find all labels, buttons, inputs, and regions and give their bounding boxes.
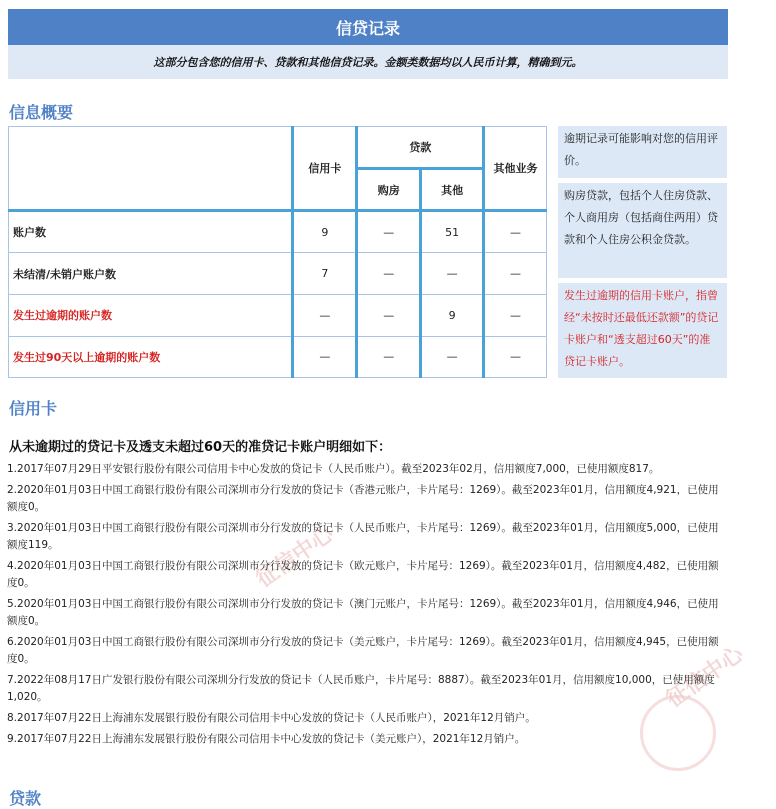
cell-housing: — xyxy=(357,294,421,336)
list-item: 8.2017年07月22日上海浦东发展银行股份有限公司信用卡中心发放的贷记卡（人民币账户），2021年12月销户。 xyxy=(7,712,536,724)
page-title: 信贷记录 xyxy=(8,9,728,45)
cell-credit-card: — xyxy=(293,336,357,377)
list-item: 2.2020年01月03日中国工商银行股份有限公司深圳市分行发放的贷记卡（香港元账户，卡片尾号：1269）。截至2023年01月，信用额度4,921，已使用额度0。 xyxy=(7,484,719,513)
note-overdue-definition: 发生过逾期的信用卡账户，指曾经“未按时还最低还款额”的贷记卡账户和“透支超过60天”的准贷记卡账户。 xyxy=(558,283,727,378)
credit-card-detail-heading: 从未逾期过的贷记卡及透支未超过60天的准贷记卡账户明细如下： xyxy=(9,440,392,455)
row-label: 未结清/未销户账户数 xyxy=(9,253,293,294)
watermark-text: 征信中心 xyxy=(661,641,749,713)
list-item: 1.2017年07月29日平安银行股份有限公司信用卡中心发放的贷记卡（人民币账户）。截至2023年02月，信用额度7,000，已使用额度817。 xyxy=(7,463,660,475)
watermark-text: 征信中心 xyxy=(251,521,339,593)
cell-credit-card: 9 xyxy=(293,211,357,253)
summary-table xyxy=(8,126,547,378)
list-item: 7.2022年08月17日广发银行股份有限公司深圳分行发放的贷记卡（人民币账户，卡片尾号：8887）。截至2023年01月，信用额度10,000，已使用额度1,020。 xyxy=(7,674,715,703)
cell-other-business: — xyxy=(484,294,547,336)
header-other: 其他 xyxy=(421,169,484,211)
list-item: 6.2020年01月03日中国工商银行股份有限公司深圳市分行发放的贷记卡（美元账户，卡片尾号：1269）。截至2023年01月，信用额度4,945，已使用额度0。 xyxy=(7,636,719,665)
header-credit-card: 信用卡 xyxy=(293,127,357,211)
cell-other: — xyxy=(421,336,484,377)
list-item: 4.2020年01月03日中国工商银行股份有限公司深圳市分行发放的贷记卡（欧元账户，卡片尾号：1269）。截至2023年01月，信用额度4,482，已使用额度0。 xyxy=(7,560,719,589)
header-housing: 购房 xyxy=(357,169,421,211)
header-other-business: 其他业务 xyxy=(484,127,547,211)
list-item: 3.2020年01月03日中国工商银行股份有限公司深圳市分行发放的贷记卡（人民币账户，卡片尾号：1269）。截至2023年01月，信用额度5,000，已使用额度119。 xyxy=(7,522,719,551)
list-item: 9.2017年07月22日上海浦东发展银行股份有限公司信用卡中心发放的贷记卡（美元账户），2021年12月销户。 xyxy=(7,733,526,745)
note-housing-loan: 购房贷款，包括个人住房贷款、个人商用房（包括商住两用）贷款和个人住房公积金贷款。 xyxy=(558,183,727,278)
credit-card-list xyxy=(7,461,727,752)
cell-other-business: — xyxy=(484,253,547,294)
summary-title: 信息概要 xyxy=(9,103,74,122)
cell-housing: — xyxy=(357,336,421,377)
list-item: 5.2020年01月03日中国工商银行股份有限公司深圳市分行发放的贷记卡（澳门元账户，卡片尾号：1269）。截至2023年01月，信用额度4,946，已使用额度0。 xyxy=(7,598,719,627)
cell-other-business: — xyxy=(484,336,547,377)
cell-housing: — xyxy=(357,253,421,294)
cell-other: 51 xyxy=(421,211,484,253)
credit-card-title: 信用卡 xyxy=(9,399,58,418)
cell-other-business: — xyxy=(484,211,547,253)
loan-title: 贷款 xyxy=(9,789,42,808)
row-label: 发生过逾期的账户数 xyxy=(9,294,293,336)
header-loan: 贷款 xyxy=(357,127,484,169)
row-label: 发生过90天以上逾期的账户数 xyxy=(9,336,293,377)
summary-row xyxy=(9,211,547,253)
summary-row xyxy=(9,294,547,336)
page-subtitle: 这部分包含您的信用卡、贷款和其他信贷记录。金额类数据均以人民币计算，精确到元。 xyxy=(8,45,728,79)
cell-other: — xyxy=(421,253,484,294)
note-overdue-impact: 逾期记录可能影响对您的信用评价。 xyxy=(558,126,727,178)
corner-header xyxy=(9,127,293,211)
cell-housing: — xyxy=(357,211,421,253)
row-label: 账户数 xyxy=(9,211,293,253)
cell-credit-card: — xyxy=(293,294,357,336)
cell-credit-card: 7 xyxy=(293,253,357,294)
summary-row xyxy=(9,253,547,294)
cell-other: 9 xyxy=(421,294,484,336)
summary-row xyxy=(9,336,547,377)
